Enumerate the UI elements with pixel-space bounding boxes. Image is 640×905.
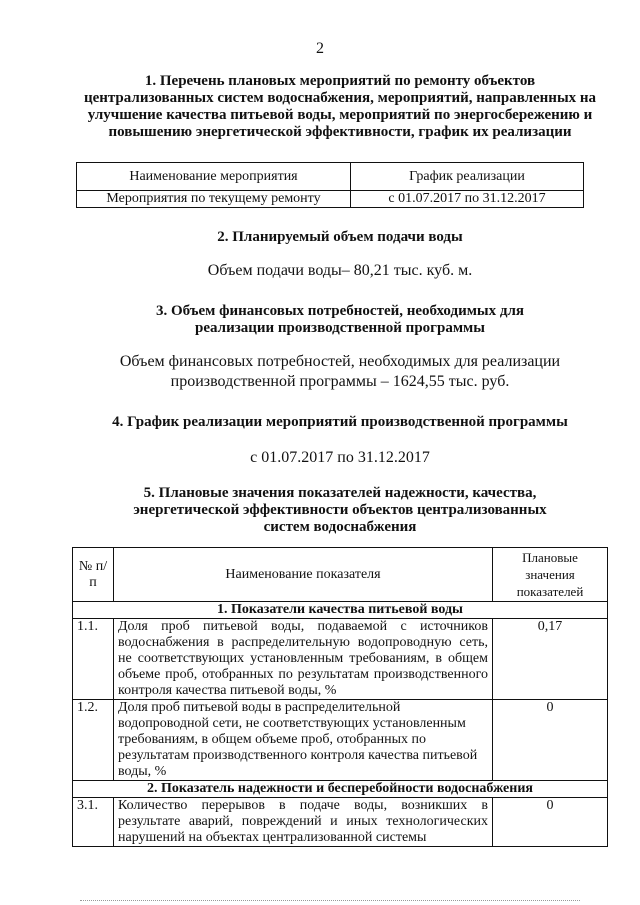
section1-header-name: Наименование мероприятия xyxy=(77,163,351,191)
section5-title-line: систем водоснабжения xyxy=(263,519,417,535)
section4-text: с 01.07.2017 по 31.12.2017 xyxy=(250,449,430,466)
section1-title xyxy=(60,73,620,141)
section4-title: 4. График реализации мероприятий производственной программы xyxy=(112,414,568,430)
section5-title-line: энергетической эффективности объектов централизованных xyxy=(133,502,547,518)
page-bottom-edge xyxy=(80,900,580,901)
section3-text xyxy=(60,352,620,392)
group-quality-title: 1. Показатели качества питьевой воды xyxy=(73,602,608,619)
header-number: № п/п xyxy=(73,548,114,602)
header-planned-value: Плановые значения показателей xyxy=(493,548,608,602)
section1-title-line: централизованных систем водоснабжения, мероприятий, направленных на xyxy=(83,90,597,106)
row-number: 1.2. xyxy=(73,700,114,781)
table-row xyxy=(73,798,608,847)
section1-table xyxy=(76,162,584,208)
section2-text: Объем подачи воды– 80,21 тыс. куб. м. xyxy=(207,262,473,279)
section5-title xyxy=(60,485,620,536)
section3-title-line: реализации производственной программы xyxy=(195,320,485,336)
row-indicator: Доля проб питьевой воды в распределительной водопроводной сети, не соответствующих установленным требованиям, в общем объеме проб, отобранных по результатам производственного контроля качества питьевой воды, % xyxy=(114,700,493,781)
section1-title-line: повышению энергетической эффективности, график их реализации xyxy=(108,124,572,140)
table-row xyxy=(73,619,608,700)
row-value: 0 xyxy=(493,798,608,847)
row-value: 0 xyxy=(493,700,608,781)
section3-title-line: 3. Объем финансовых потребностей, необходимых для xyxy=(155,303,525,319)
section3-title xyxy=(60,303,620,337)
table-row xyxy=(73,700,608,781)
group-reliability-title: 2. Показатель надежности и бесперебойности водоснабжения xyxy=(73,781,608,798)
header-indicator-name: Наименование показателя xyxy=(114,548,493,602)
section5-title-line: 5. Плановые значения показателей надежности, качества, xyxy=(143,485,537,501)
section1-title-line: 1. Перечень плановых мероприятий по ремонту объектов xyxy=(144,73,536,89)
section1-cell-schedule: с 01.07.2017 по 31.12.2017 xyxy=(351,191,584,208)
section1-title-line: улучшение качества питьевой воды, мероприятий по энергосбережению и xyxy=(87,107,593,123)
page-number: 2 xyxy=(316,40,324,57)
row-number: 1.1. xyxy=(73,619,114,700)
section2-title: 2. Планируемый объем подачи воды xyxy=(217,229,463,245)
row-indicator: Доля проб питьевой воды, подаваемой с источников водоснабжения в распределительную водопроводную сеть, не соответствующих установленным требованиям, в общем объеме проб, отобранных по результатам производственного контроля качества питьевой воды, % xyxy=(114,619,493,700)
section3-text-line: производственной программы – 1624,55 тыс. руб. xyxy=(170,373,510,390)
section5-table xyxy=(72,547,608,847)
section3-text-line: Объем финансовых потребностей, необходимых для реализации xyxy=(119,353,561,370)
section1-header-schedule: График реализации xyxy=(351,163,584,191)
row-value: 0,17 xyxy=(493,619,608,700)
row-number: 3.1. xyxy=(73,798,114,847)
section1-cell-name: Мероприятия по текущему ремонту xyxy=(77,191,351,208)
row-indicator: Количество перерывов в подаче воды, возникших в результате аварий, повреждений и иных технологических нарушений на объектах централизованной системы xyxy=(114,798,493,847)
